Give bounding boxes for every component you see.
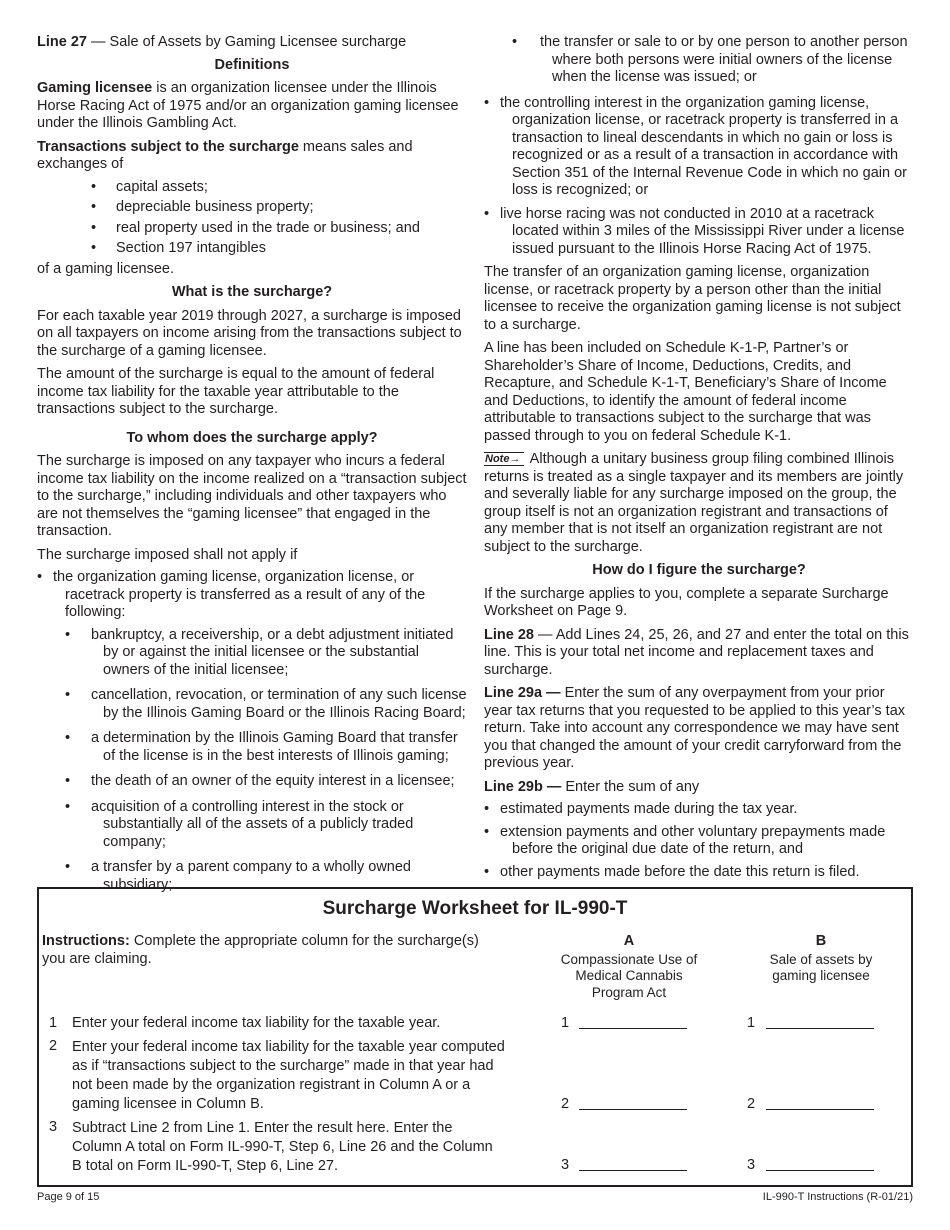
paragraph: If the surcharge applies to you, complete a separate Surcharge Worksheet on Page 9. (484, 585, 889, 619)
line-label: 3 (747, 1157, 756, 1173)
list-item: • estimated payments made during the tax year. (484, 801, 914, 819)
row-number: 3 (49, 1119, 58, 1135)
nested-item: • acquisition of a controlling interest in the stock or substantially all of the assets of a publicly traded company; (37, 799, 467, 852)
column-b-line-1-input[interactable] (766, 1014, 874, 1029)
of-licensee-text: of a gaming licensee. (37, 260, 175, 277)
left-column (37, 34, 467, 902)
row-text: Enter your federal income tax liability for the taxable year. (72, 1015, 441, 1031)
paragraph: The transfer of an organization gaming license, organization license, or racetrack property by a person other than the initial licensee to receive the organization gaming license is not subject to a surcharge. (484, 264, 901, 333)
how-heading: How do I figure the surcharge? (592, 562, 806, 578)
note-icon: Note→ (484, 452, 524, 466)
asset-list (37, 179, 467, 258)
line-label: 1 (747, 1015, 756, 1031)
column-a-line-3-input[interactable] (579, 1156, 687, 1171)
list-item: • other payments made before the date this return is filed. (484, 864, 914, 882)
row-text: Enter your federal income tax liability for the taxable year computed as if “transactions subject to the surcharge” made in that year had not been made by the organization registrant in Column A or a gaming licensee in Column B. (72, 1039, 505, 1112)
nested-item: • cancellation, revocation, or termination of any such license by the Illinois Gaming Board or the Illinois Racing Board; (37, 687, 467, 722)
line-label: 3 (561, 1157, 570, 1173)
whom-heading: To whom does the surcharge apply? (126, 429, 378, 446)
paragraph: The amount of the surcharge is equal to the amount of federal income tax liability for the taxable year attributable to the transactions subject to the surcharge. (37, 366, 435, 417)
controlling-bullet: • the controlling interest in the organization gaming license, organization license, or racetrack property is transferred in a transaction to lineal descendants in which no gain or loss is recognized or as a result of a transaction in accordance with Section 351 of the Internal Revenue Code in which no gain or loss is recognized; or (484, 95, 914, 200)
column-a-header: A Compassionate Use of Medical Cannabis Program Act (560, 933, 698, 1000)
list-item: • capital assets; (37, 179, 467, 197)
definitions-heading: Definitions (214, 56, 290, 73)
nested-item: • the transfer or sale to or by one person to another person where both persons were initial owners of the license when the license was issued; or (484, 34, 914, 87)
column-a-line-1-input[interactable] (579, 1014, 687, 1029)
transactions-definition: Transactions subject to the surcharge means sales and exchanges of (37, 138, 413, 172)
worksheet-instructions: Instructions: Complete the appropriate column for the surcharge(s) you are claiming. (42, 933, 479, 967)
what-heading: What is the surcharge? (171, 284, 333, 300)
page-number: Page 9 of 15 (37, 1191, 100, 1203)
nested-item: • a transfer by a parent company to a wholly owned subsidiary; (37, 859, 467, 894)
form-id: IL-990-T Instructions (R-01/21) (762, 1191, 913, 1203)
column-a-line-2-input[interactable] (579, 1095, 687, 1110)
line-label: 2 (747, 1096, 756, 1112)
line29a-paragraph: Line 29a — Enter the sum of any overpayment from your prior year tax returns that you requested to be applied to this year’s tax return. Take into account any correspondence we may have sent you that changed the amount of your credit carryforward from the previous year. (484, 685, 906, 771)
nested-item: • bankruptcy, a receivership, or a debt adjustment initiated by or against the initial licensee or the substantial owners of the initial licensee; (37, 627, 467, 680)
right-column (484, 34, 914, 886)
list-item: • Section 197 intangibles (37, 240, 467, 258)
surcharge-worksheet (37, 887, 913, 1187)
line27-heading: Line 27 — Sale of Assets by Gaming Licensee surcharge (37, 34, 407, 50)
transfer-bullet: • the organization gaming license, organization license, or racetrack property is transferred as a result of any of the following: (37, 569, 467, 622)
line29b-paragraph: Line 29b — Enter the sum of any (484, 778, 700, 795)
row-number: 1 (49, 1015, 58, 1031)
line28-paragraph: Line 28 — Add Lines 24, 25, 26, and 27 and enter the total on this line. This is your total net income and replacement taxes and surcharge. (484, 626, 909, 678)
note-paragraph: Note→ Although a unitary business group filing combined Illinois returns is treated as a single taxpayer and its members are jointly and severally liable for any surcharge imposed on the group, the group itself is not an organization registrant and transactions of any member that is not itself an organization registrant are not subject to the surcharge. (484, 451, 904, 555)
paragraph: The surcharge imposed shall not apply if (37, 546, 298, 563)
live-racing-bullet: • live horse racing was not conducted in 2010 at a racetrack located within 3 miles of the Mississippi River under a license issued pursuant to the Illinois Horse Racing Act of 1975. (484, 206, 914, 259)
paragraph: For each taxable year 2019 through 2027, a surcharge is imposed on all taxpayers on income arising from the transactions subject to the surcharge of a gaming licensee. (37, 307, 462, 359)
list-item: • extension payments and other voluntary prepayments made before the original due date of the return, and (484, 824, 914, 859)
line-label: 2 (561, 1096, 570, 1112)
nested-item: • a determination by the Illinois Gaming Board that transfer of the license is in the best interests of Illinois gaming; (37, 730, 467, 765)
list-item: • real property used in the trade or business; and (37, 220, 467, 238)
column-b-line-3-input[interactable] (766, 1156, 874, 1171)
column-b-header: B Sale of assets by gaming licensee (769, 933, 873, 983)
column-b-line-2-input[interactable] (766, 1095, 874, 1110)
line-label: 1 (561, 1015, 570, 1031)
row-number: 2 (49, 1038, 58, 1054)
worksheet-title: Surcharge Worksheet for IL-990-T (322, 898, 628, 919)
gaming-licensee-definition: Gaming licensee is an organization licensee under the Illinois Horse Racing Act of 1975 and/or an organization gaming licensee under the Illinois Gambling Act. (37, 80, 459, 131)
nested-item: • the death of an owner of the equity interest in a licensee; (37, 773, 467, 791)
row-text: Subtract Line 2 from Line 1. Enter the result here. Enter the Column A total on Form IL-990-T, Step 6, Line 26 and the Column B total on Form IL-990-T, Step 6, Line 27. (72, 1120, 493, 1174)
paragraph: A line has been included on Schedule K-1-P, Partner’s or Shareholder’s Share of Income, Deductions, Credits, and Recapture, and Schedule K-1-T, Beneficiary’s Share of Income and Deductions, to identify the amount of federal income attributable to transactions subject to the surcharge that was passed through to you on federal Schedule K-1. (484, 340, 887, 444)
paragraph: The surcharge is imposed on any taxpayer who incurs a federal income tax liability on the income realized on a “transaction subject to the surcharge,” including individuals and other taxpayers who are not themselves the “gaming licensee” that engaged in the transaction. (37, 453, 467, 539)
list-item: • depreciable business property; (37, 199, 467, 217)
